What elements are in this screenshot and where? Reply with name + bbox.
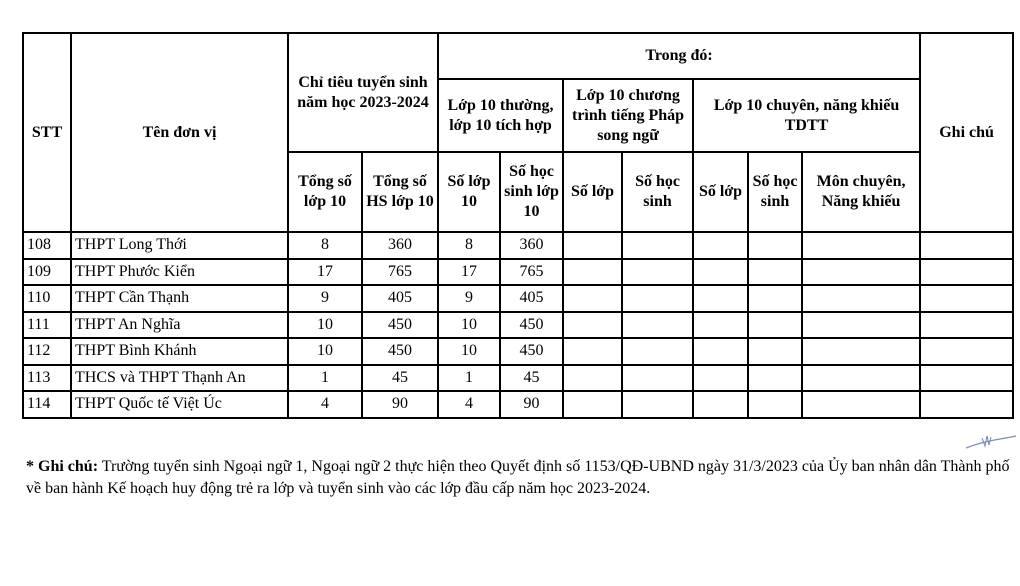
header-specialized-classes: Số lớp [693, 152, 748, 232]
row-french-students [622, 365, 693, 392]
row-notes [920, 365, 1013, 392]
row-stt: 110 [23, 285, 71, 312]
header-specialized-group: Lớp 10 chuyên, năng khiếu TDTT [693, 79, 920, 152]
row-total-classes: 1 [288, 365, 362, 392]
row-regular-students: 405 [500, 285, 563, 312]
row-french-classes [563, 391, 622, 418]
row-regular-students: 360 [500, 232, 563, 259]
header-french-group: Lớp 10 chương trình tiếng Pháp song ngữ [563, 79, 693, 152]
row-specialized-students [748, 259, 802, 286]
header-quota-group: Chỉ tiêu tuyển sinh năm học 2023-2024 [288, 33, 438, 152]
row-french-students [622, 312, 693, 339]
row-unit-name: THPT Cần Thạnh [71, 285, 288, 312]
row-unit-name: THPT Long Thới [71, 232, 288, 259]
row-unit-name: THPT An Nghĩa [71, 312, 288, 339]
row-french-students [622, 391, 693, 418]
row-specialized-classes [693, 338, 748, 365]
row-specialized-classes [693, 232, 748, 259]
row-stt: 114 [23, 391, 71, 418]
row-regular-classes: 4 [438, 391, 500, 418]
row-regular-students: 90 [500, 391, 563, 418]
row-specialized-students [748, 285, 802, 312]
table-row [23, 259, 1013, 286]
row-specialized-subject [802, 338, 920, 365]
row-specialized-classes [693, 312, 748, 339]
row-regular-classes: 8 [438, 232, 500, 259]
row-notes [920, 285, 1013, 312]
row-total-classes: 10 [288, 338, 362, 365]
row-regular-classes: 10 [438, 312, 500, 339]
row-regular-classes: 10 [438, 338, 500, 365]
row-specialized-classes [693, 391, 748, 418]
row-specialized-classes [693, 285, 748, 312]
row-specialized-students [748, 232, 802, 259]
row-stt: 108 [23, 232, 71, 259]
row-stt: 111 [23, 312, 71, 339]
table-row [23, 232, 1013, 259]
row-specialized-subject [802, 365, 920, 392]
row-total-students: 360 [362, 232, 438, 259]
row-unit-name: THPT Phước Kiển [71, 259, 288, 286]
row-specialized-subject [802, 259, 920, 286]
header-notes: Ghi chú [920, 33, 1013, 232]
table-row [23, 391, 1013, 418]
row-regular-students: 765 [500, 259, 563, 286]
header-unit-name: Tên đơn vị [71, 33, 288, 232]
row-specialized-subject [802, 391, 920, 418]
row-french-students [622, 259, 693, 286]
row-notes [920, 312, 1013, 339]
signature-mark [964, 432, 1018, 454]
row-total-students: 405 [362, 285, 438, 312]
row-stt: 109 [23, 259, 71, 286]
row-total-classes: 9 [288, 285, 362, 312]
footnote-text: Trường tuyển sinh Ngoại ngữ 1, Ngoại ngữ 2 thực hiện theo Quyết định số 1153/QĐ-UBND ngày 31/3/2023 của Ủy ban nhân dân Thành phố về ban hành Kế hoạch huy động trẻ ra lớp và tuyển sinh vào các lớp đầu cấp năm học 2023-2024. [26, 458, 1010, 497]
row-notes [920, 232, 1013, 259]
row-total-classes: 17 [288, 259, 362, 286]
row-regular-classes: 9 [438, 285, 500, 312]
row-french-students [622, 338, 693, 365]
row-specialized-classes [693, 259, 748, 286]
row-total-students: 90 [362, 391, 438, 418]
row-regular-students: 45 [500, 365, 563, 392]
row-regular-students: 450 [500, 338, 563, 365]
table-row [23, 338, 1013, 365]
header-regular-classes: Số lớp 10 [438, 152, 500, 232]
row-total-students: 765 [362, 259, 438, 286]
row-french-classes [563, 338, 622, 365]
admissions-table [22, 32, 1014, 419]
header-specialized-students: Số học sinh [748, 152, 802, 232]
table-row [23, 365, 1013, 392]
row-notes [920, 259, 1013, 286]
row-specialized-students [748, 338, 802, 365]
header-of-which: Trong đó: [438, 33, 920, 79]
table-row [23, 312, 1013, 339]
row-specialized-students [748, 365, 802, 392]
row-notes [920, 391, 1013, 418]
row-specialized-subject [802, 232, 920, 259]
row-total-students: 450 [362, 338, 438, 365]
row-specialized-classes [693, 365, 748, 392]
row-specialized-subject [802, 312, 920, 339]
row-french-classes [563, 232, 622, 259]
row-regular-students: 450 [500, 312, 563, 339]
row-stt: 112 [23, 338, 71, 365]
table-row [23, 285, 1013, 312]
row-specialized-students [748, 391, 802, 418]
row-unit-name: THPT Bình Khánh [71, 338, 288, 365]
header-regular-students: Số học sinh lớp 10 [500, 152, 563, 232]
header-french-students: Số học sinh [622, 152, 693, 232]
row-total-students: 450 [362, 312, 438, 339]
header-total-classes: Tổng số lớp 10 [288, 152, 362, 232]
row-total-classes: 10 [288, 312, 362, 339]
row-french-students [622, 232, 693, 259]
row-french-classes [563, 312, 622, 339]
row-total-classes: 8 [288, 232, 362, 259]
header-total-students: Tổng số HS lớp 10 [362, 152, 438, 232]
row-french-classes [563, 259, 622, 286]
row-total-students: 45 [362, 365, 438, 392]
footnote [26, 456, 1016, 500]
header-specialized-subject: Môn chuyên, Năng khiếu [802, 152, 920, 232]
row-unit-name: THCS và THPT Thạnh An [71, 365, 288, 392]
row-total-classes: 4 [288, 391, 362, 418]
row-french-students [622, 285, 693, 312]
row-regular-classes: 17 [438, 259, 500, 286]
row-unit-name: THPT Quốc tế Việt Úc [71, 391, 288, 418]
row-french-classes [563, 285, 622, 312]
header-regular-group: Lớp 10 thường, lớp 10 tích hợp [438, 79, 563, 152]
row-regular-classes: 1 [438, 365, 500, 392]
footnote-label: * Ghi chú: [26, 458, 99, 475]
row-notes [920, 338, 1013, 365]
header-french-classes: Số lớp [563, 152, 622, 232]
header-stt: STT [23, 33, 71, 232]
row-specialized-students [748, 312, 802, 339]
row-specialized-subject [802, 285, 920, 312]
row-stt: 113 [23, 365, 71, 392]
row-french-classes [563, 365, 622, 392]
